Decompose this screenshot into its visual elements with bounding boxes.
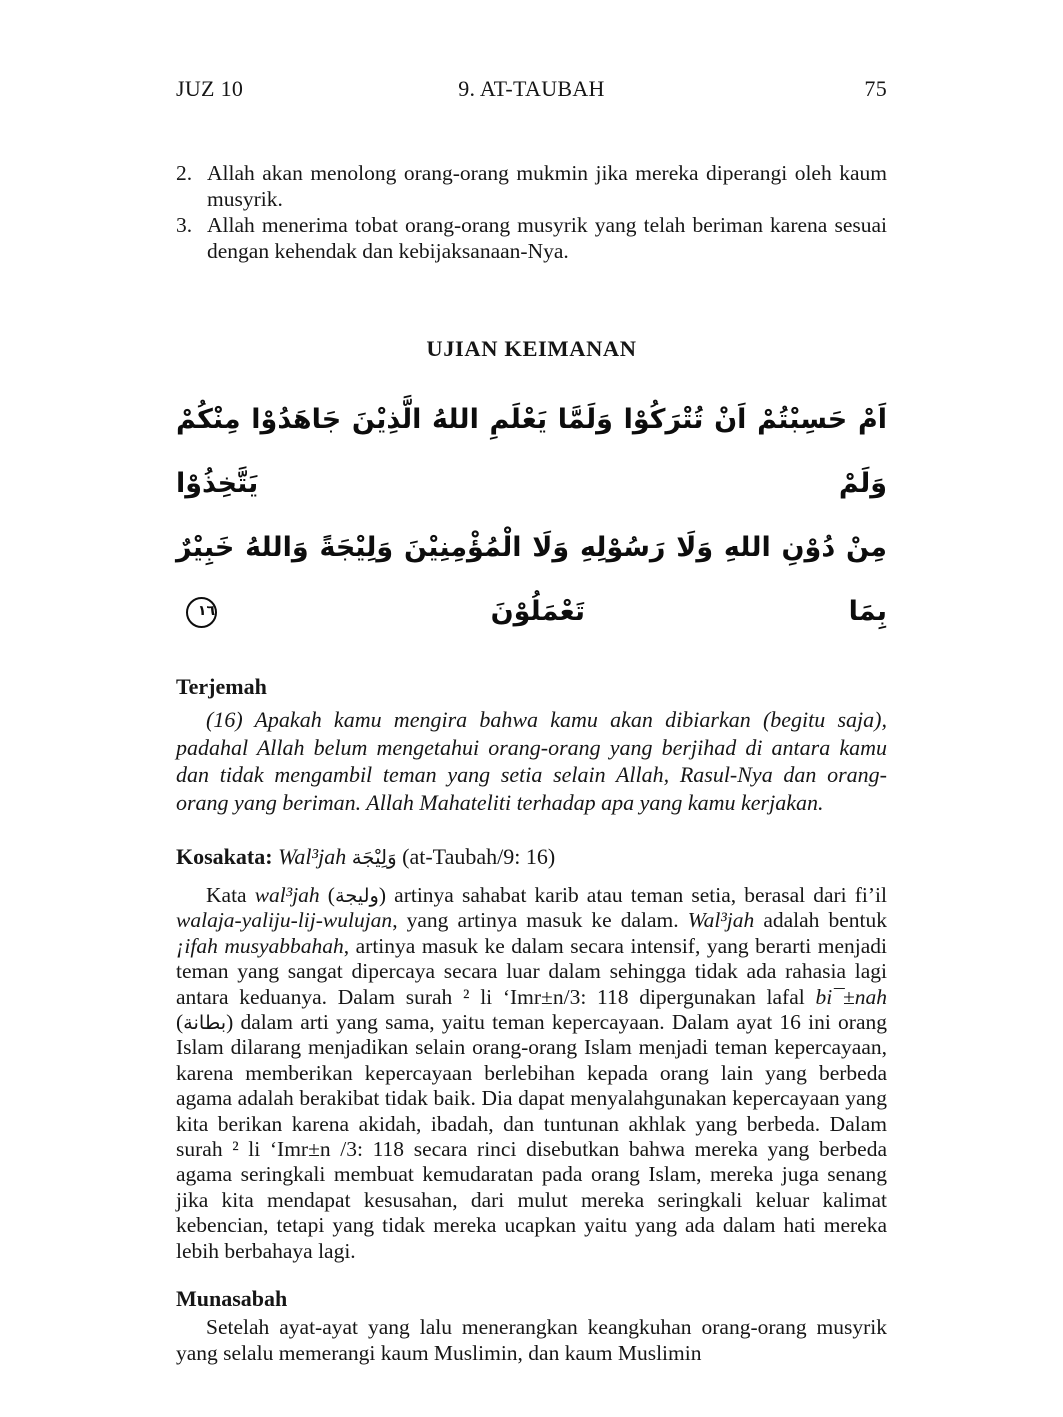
munasabah-paragraph: Setelah ayat-ayat yang lalu menerangkan keangkuhan orang-orang musyrik yang selalu memerangi kaum Muslimin, dan kaum Muslimin xyxy=(176,1315,887,1366)
kosakata-paragraph: Kata wal³jah (وليجة) artinya sahabat karib atau teman setia, berasal dari fi’il walaja-yaliju-lij-wulujan, yang artinya masuk ke dalam. Wal³jah adalah bentuk ¡ifah musyabbahah, artinya masuk ke dalam secara intensif, yang berarti menjadi teman yang sangat dipercaya secara luar dalam sehingga tidak ada rahasia lagi antara keduanya. Dalam surah ² li ‘Imr±n/3: 118 dipergunakan lafal bi¯±nah (بطانة) dalam arti yang sama, yaitu teman kepercayaan. Dalam ayat 16 ini orang Islam dilarang menjadikan selain orang-orang Islam menjadi teman kepercayaan, karena memberikan kepercayaan berlebihan kepada orang lain yang berbeda agama adalah berakibat tidak baik. Dia dapat menyalahgunakan kepercayaan yang kita berikan karena akidah, ibadah, dan tuntunan akhlak yang berbeda. Dalam surah ² li ‘Imr±n /3: 118 secara rinci disebutkan bahwa mereka yang berbeda agama seringkali membuat kemudaratan pada orang Islam, mereka juga senang jika kita mendapat kesusahan, dari mulut mereka seringkali keluar kalimat kebencian, tetapi yang tidak mereka ucapkan yaitu yang ada dalam hati mereka lebih berbahaya lagi. xyxy=(176,883,887,1263)
terjemah-heading: Terjemah xyxy=(176,674,267,699)
arabic-verse-line-2-text: مِنْ دُوْنِ اللهِ وَلَا رَسُوْلِهِ وَلَا الْمُؤْمِنِيْنَ وَلِيْجَةً وَاللهُ خَبِيْرٌ بِمَا تَعْمَلُوْنَ xyxy=(176,532,887,627)
list-item-number: 2. xyxy=(176,161,193,185)
list-item-number: 3. xyxy=(176,213,193,237)
munasabah-heading: Munasabah xyxy=(176,1286,288,1312)
list-item xyxy=(176,160,887,212)
page-header xyxy=(176,76,887,102)
kosakata-title-line: Kosakata: Wal³jah وَلِيْجَة (at-Taubah/9: 16) xyxy=(176,844,556,869)
page-number: 75 xyxy=(864,76,887,101)
arabic-verse-line-1: اَمْ حَسِبْتُمْ اَنْ تُتْرَكُوْا وَلَمَّا يَعْلَمِ اللهُ الَّذِيْنَ جَاهَدُوْا مِنْكُمْ وَلَمْ يَتَّخِذُوْا xyxy=(176,404,887,499)
section-title: UJIAN KEIMANAN xyxy=(426,336,637,361)
arabic-verse-line-2 xyxy=(176,516,887,644)
conclusion-list xyxy=(176,160,887,264)
terjemah-paragraph: (16) Apakah kamu mengira bahwa kamu akan dibiarkan (begitu saja), padahal Allah belum mengetahui orang-orang yang berjihad di antara kamu dan tidak mengambil teman yang setia selain Allah, Rasul-Nya dan orang-orang yang beriman. Allah Mahateliti terhadap apa yang kamu kerjakan. xyxy=(176,707,887,815)
list-item-text: Allah menerima tobat orang-orang musyrik yang telah beriman karena sesuai dengan kehendak dan kebijaksanaan-Nya. xyxy=(207,213,887,263)
juz-label: JUZ 10 xyxy=(176,76,244,101)
ayah-number-badge: ١٦ xyxy=(186,597,217,628)
list-item xyxy=(176,212,887,264)
list-item-text: Allah akan menolong orang-orang mukmin jika mereka diperangi oleh kaum musyrik. xyxy=(207,161,887,211)
surah-title: 9. AT-TAUBAH xyxy=(458,76,605,101)
arabic-verse-block xyxy=(176,388,887,644)
